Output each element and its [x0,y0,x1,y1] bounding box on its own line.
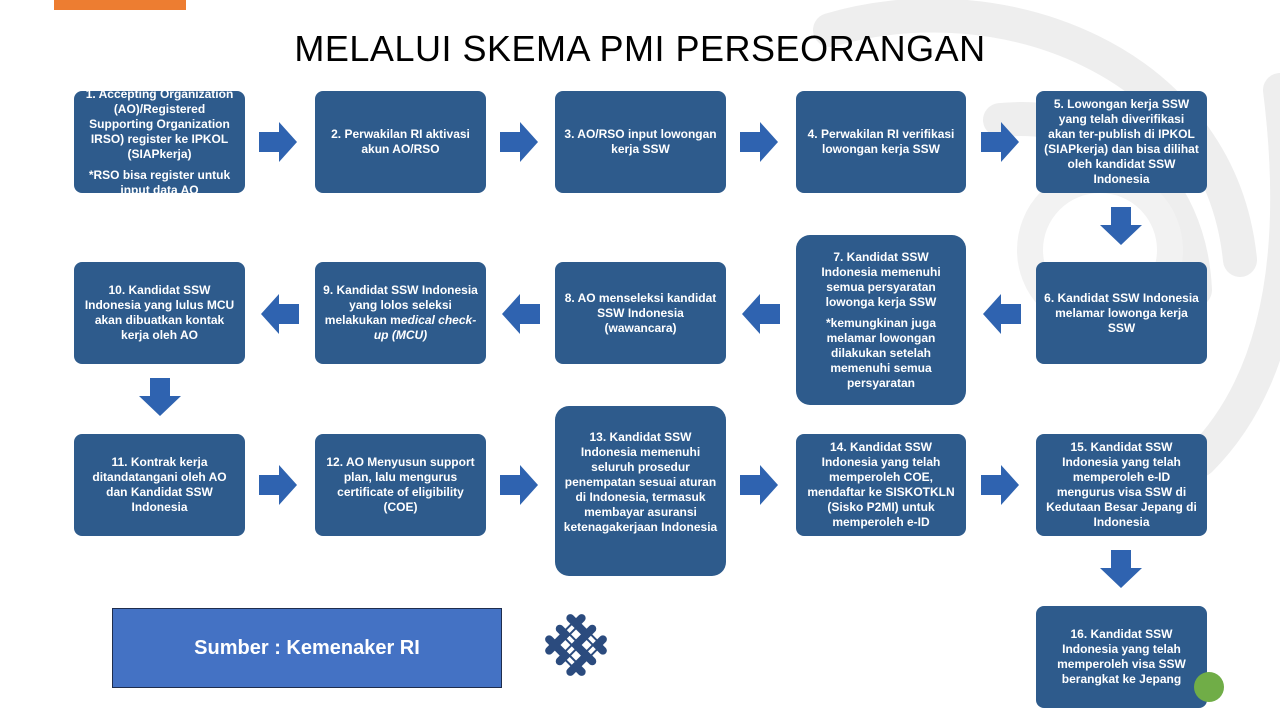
step-7-note: *kemungkinan juga melamar lowongan dilakukan setelah memenuhi semua persyaratan [825,315,937,390]
step-2-box [315,91,486,193]
step-5-box [1036,91,1207,193]
page-title: MELALUI SKEMA PMI PERSEORANGAN [294,28,986,69]
step-10-box [74,262,245,364]
step-13-text: 13. Kandidat SSW Indonesia memenuhi seluruh prosedur penempatan sesuai aturan di Indonesia, termasuk membayar asuransi ketenagakerjaan Indonesia [563,430,718,534]
arrow-right-13-14-icon [740,465,778,505]
step-14-box [796,434,966,536]
step-8-box [555,262,726,364]
step-9-box [315,262,486,364]
arrow-left-7-8-icon [742,294,780,334]
arrow-left-9-10-icon [261,294,299,334]
arrow-down-5-6-icon [1100,207,1142,245]
step-16-box [1036,606,1207,708]
step-3-box [555,91,726,193]
step-6-text: 6. Kandidat SSW Indonesia melamar lowonga kerja SSW [1044,290,1199,335]
step-4-text: 4. Perwakilan RI verifikasi lowongan kerja SSW [807,127,955,156]
arrow-right-14-15-icon [981,465,1019,505]
step-7-box [796,235,966,405]
arrow-left-8-9-icon [502,294,540,334]
step-9-text-a: 9. Kandidat SSW Indonesia yang lolos seleksi melakukan m [323,283,478,327]
step-4-box [796,91,966,193]
step-16-text: 16. Kandidat SSW Indonesia yang telah memperoleh visa SSW berangkat ke Jepang [1057,627,1186,686]
arrow-right-3-4-icon [740,122,778,162]
step-10-text: 10. Kandidat SSW Indonesia yang lulus MCU akan dibuatkan kontak kerja oleh AO [84,283,235,342]
step-7-text: 7. Kandidat SSW Indonesia memenuhi semua persyaratan lowonga kerja SSW [821,249,941,309]
arrow-left-6-7-icon [983,294,1021,334]
arrow-down-15-16-icon [1100,550,1142,588]
step-5-text: 5. Lowongan kerja SSW yang telah diverifikasi akan ter-publish di IPKOL (SIAPkerja) dan bisa dilihat oleh kandidat SSW Indonesia [1044,97,1199,186]
source-box: Sumber : Kemenaker RI [112,608,502,688]
step-3-text: 3. AO/RSO input lowongan kerja SSW [564,127,717,156]
orange-accent-bar [54,0,186,10]
step-13-box [555,406,726,576]
step-15-text: 15. Kandidat SSW Indonesia yang telah memperoleh e-ID mengurus visa SSW di Kedutaan Besar Jepang di Indonesia [1046,440,1197,529]
step-11-box [74,434,245,536]
arrow-right-1-2-icon [259,122,297,162]
green-accent-dot [1194,672,1224,702]
step-1-text: 1. Accepting Organization (AO)/Registered Supporting Organization IRSO) register ke IPKOL (SIAPkerja) [85,86,234,161]
arrow-right-12-13-icon [500,465,538,505]
step-14-text: 14. Kandidat SSW Indonesia yang telah memperoleh COE, mendaftar ke SISKOTKLN (Sisko P2MI) untuk memperoleh e-ID [807,440,955,529]
step-9-text-b: edical check-up (MCU) [373,313,477,342]
step-12-text: 12. AO Menyusun support plan, lalu mengurus certificate of eligibility (COE) [326,455,475,514]
step-8-text: 8. AO menseleksi kandidat SSW Indonesia (wawancara) [564,290,717,335]
arrow-down-10-11-icon [139,378,181,416]
step-2-text: 2. Perwakilan RI aktivasi akun AO/RSO [331,127,470,156]
step-1-note: *RSO bisa register untuk input data AO [88,167,231,197]
step-15-box [1036,434,1207,536]
arrow-right-4-5-icon [981,122,1019,162]
arrow-right-11-12-icon [259,465,297,505]
arrow-right-2-3-icon [500,122,538,162]
step-9-text [323,283,478,343]
kemenaker-logo-icon [535,604,617,686]
step-11-text: 11. Kontrak kerja ditandatangani oleh AO dan Kandidat SSW Indonesia [92,455,227,514]
step-1-box [74,86,245,197]
step-6-box [1036,262,1207,364]
step-12-box [315,434,486,536]
